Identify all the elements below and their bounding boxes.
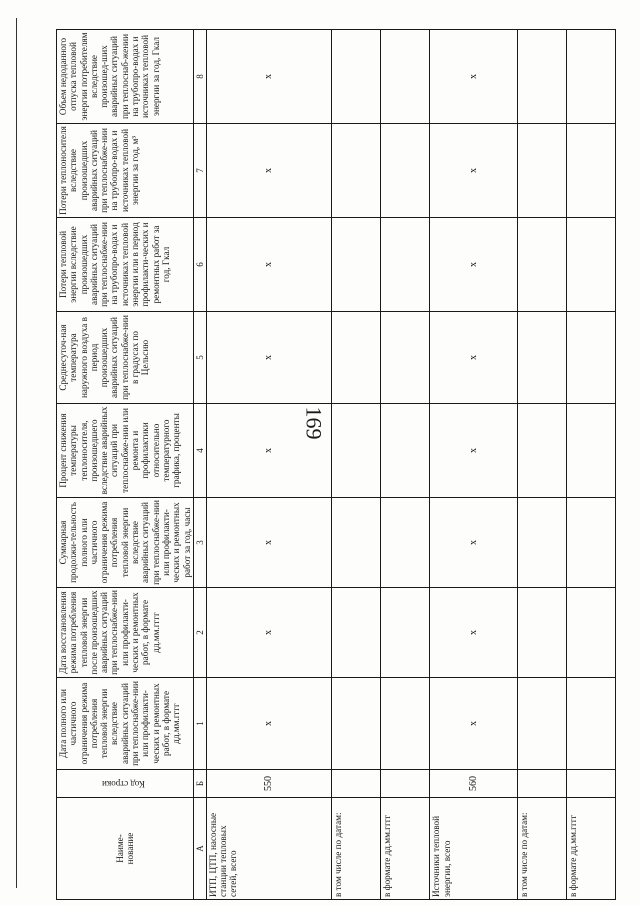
- table-cell: [332, 312, 381, 404]
- row-name: в том числе по датам:: [517, 798, 566, 900]
- column-index-8: 7: [193, 124, 206, 218]
- table-cell: x: [430, 588, 517, 678]
- table-cell: [517, 30, 566, 124]
- table-cell: [517, 124, 566, 218]
- table-cell: [381, 124, 430, 218]
- column-index-6: 5: [193, 312, 206, 404]
- table-row: [381, 30, 430, 900]
- table-cell: [332, 404, 381, 498]
- rotated-table-container: [56, 30, 616, 900]
- table-cell: x: [206, 588, 331, 678]
- column-index-4: 3: [193, 498, 206, 588]
- table-cell: [517, 498, 566, 588]
- table-cell: [566, 588, 615, 678]
- column-header-label: Код строки: [102, 778, 146, 789]
- column-header-6: Среднесуточ-ная температура наружного воздуха в период произошедших аварийных ситуаций при теплоснабже-нии в градусах по Цельсию: [57, 312, 194, 404]
- row-name: в формате дд.мм.гггг: [566, 798, 615, 900]
- table-cell: x: [430, 124, 517, 218]
- table-cell: x: [206, 404, 331, 498]
- table-body: [57, 30, 616, 900]
- table-cell: [517, 218, 566, 312]
- row-code: 560: [430, 770, 517, 798]
- table-cell: [566, 124, 615, 218]
- row-code: [566, 770, 615, 798]
- index-row: [193, 30, 206, 900]
- column-header-1: [57, 770, 194, 798]
- column-index-0: А: [193, 798, 206, 900]
- table-cell: [332, 30, 381, 124]
- column-header-2: Дата полного или частичного ограничения режима потребления тепловой энергии вследствие аварийных ситуаций при теплоснабже-нии или профилакти-ческих и ремонтных работ, в формате дд.мм.гггг: [57, 678, 194, 770]
- column-index-7: 6: [193, 218, 206, 312]
- table-cell: x: [206, 678, 331, 770]
- table-cell: [381, 678, 430, 770]
- table-cell: [517, 404, 566, 498]
- table-cell: [566, 30, 615, 124]
- table-cell: x: [430, 498, 517, 588]
- column-header-3: Дата восстановления режима потребления тепловой энергии после произошедших аварийных ситуаций при теплоснабже-нии или профилакти-ческих и ремонтных работ, в формате дд.мм.гггг: [57, 588, 194, 678]
- column-header-7: Потери тепловой энергии вследствие произошедших аварийных ситуаций при теплоснабже-нии на трубопро-водах и источниках тепловой энергии или в период профилакти-ческих и ремонтных работ за год, Гкал: [57, 218, 194, 312]
- row-name: в формате дд.мм.гггг: [381, 798, 430, 900]
- table-cell: x: [206, 124, 331, 218]
- table-cell: x: [430, 678, 517, 770]
- row-name: в том числе по датам:: [332, 798, 381, 900]
- table-cell: x: [206, 498, 331, 588]
- table-cell: [566, 218, 615, 312]
- scan-margin-line: [16, 18, 17, 888]
- row-name: Источники тепловой энергии, всего: [430, 798, 517, 900]
- row-name: ИТП, ЦТП, насосные станции тепловых сетей, всего: [206, 798, 331, 900]
- column-header-8: Потери теплоносителя вследствие произошедших аварийных ситуаций при теплоснабже-нии на трубопро-водах и источниках тепловой энергии за год, м³: [57, 124, 194, 218]
- column-header-4: Суммарная продолжи-тельность полного или частичного ограничения режима потребления тепловой энергии вследствие аварийных ситуаций при теплоснабже-нии или профилакти-ческих и ремонтных работ за год, часы: [57, 498, 194, 588]
- table-row: [206, 30, 331, 900]
- table-cell: [381, 30, 430, 124]
- row-code: 550: [206, 770, 331, 798]
- table-cell: [566, 312, 615, 404]
- table-cell: [332, 124, 381, 218]
- table-cell: [332, 218, 381, 312]
- column-header-9: Объем недоданного отпуска тепловой энергии потребителям вследствие произошед-ших аварийных ситуаций при теплоснаб-жении на трубопро-водах и источниках тепловой энергии за год, Гкал: [57, 30, 194, 124]
- header-row: [57, 30, 194, 900]
- table-cell: x: [206, 312, 331, 404]
- table-cell: [381, 404, 430, 498]
- table-cell: [381, 588, 430, 678]
- table-row: [430, 30, 517, 900]
- report-table: [56, 29, 616, 900]
- table-row: [517, 30, 566, 900]
- table-cell: [381, 218, 430, 312]
- table-cell: x: [430, 30, 517, 124]
- row-code: [332, 770, 381, 798]
- page-number: 169: [301, 406, 327, 440]
- table-cell: [332, 588, 381, 678]
- table-cell: [332, 498, 381, 588]
- table-cell: [566, 498, 615, 588]
- column-index-3: 2: [193, 588, 206, 678]
- table-cell: [381, 312, 430, 404]
- column-header-0: Наиме- нование: [57, 798, 194, 900]
- table-cell: x: [430, 218, 517, 312]
- table-cell: x: [430, 404, 517, 498]
- table-cell: [517, 588, 566, 678]
- table-cell: [566, 678, 615, 770]
- column-index-5: 4: [193, 404, 206, 498]
- table-cell: [566, 404, 615, 498]
- table-cell: x: [430, 312, 517, 404]
- table-cell: [332, 678, 381, 770]
- row-code: [517, 770, 566, 798]
- table-cell: [517, 312, 566, 404]
- column-header-5: Процент снижения температуры теплоносителя, произошедшего вследствие аварийных ситуаций при теплоснабже-нии или ремонта и профилактики относительно температурного графика, проценты: [57, 404, 194, 498]
- table-cell: x: [206, 30, 331, 124]
- table-cell: [381, 498, 430, 588]
- column-index-2: 1: [193, 678, 206, 770]
- row-code: [381, 770, 430, 798]
- column-index-9: 8: [193, 30, 206, 124]
- table-cell: x: [206, 218, 331, 312]
- column-index-1: Б: [193, 770, 206, 798]
- table-row: [332, 30, 381, 900]
- table-cell: [517, 678, 566, 770]
- table-row: [566, 30, 615, 900]
